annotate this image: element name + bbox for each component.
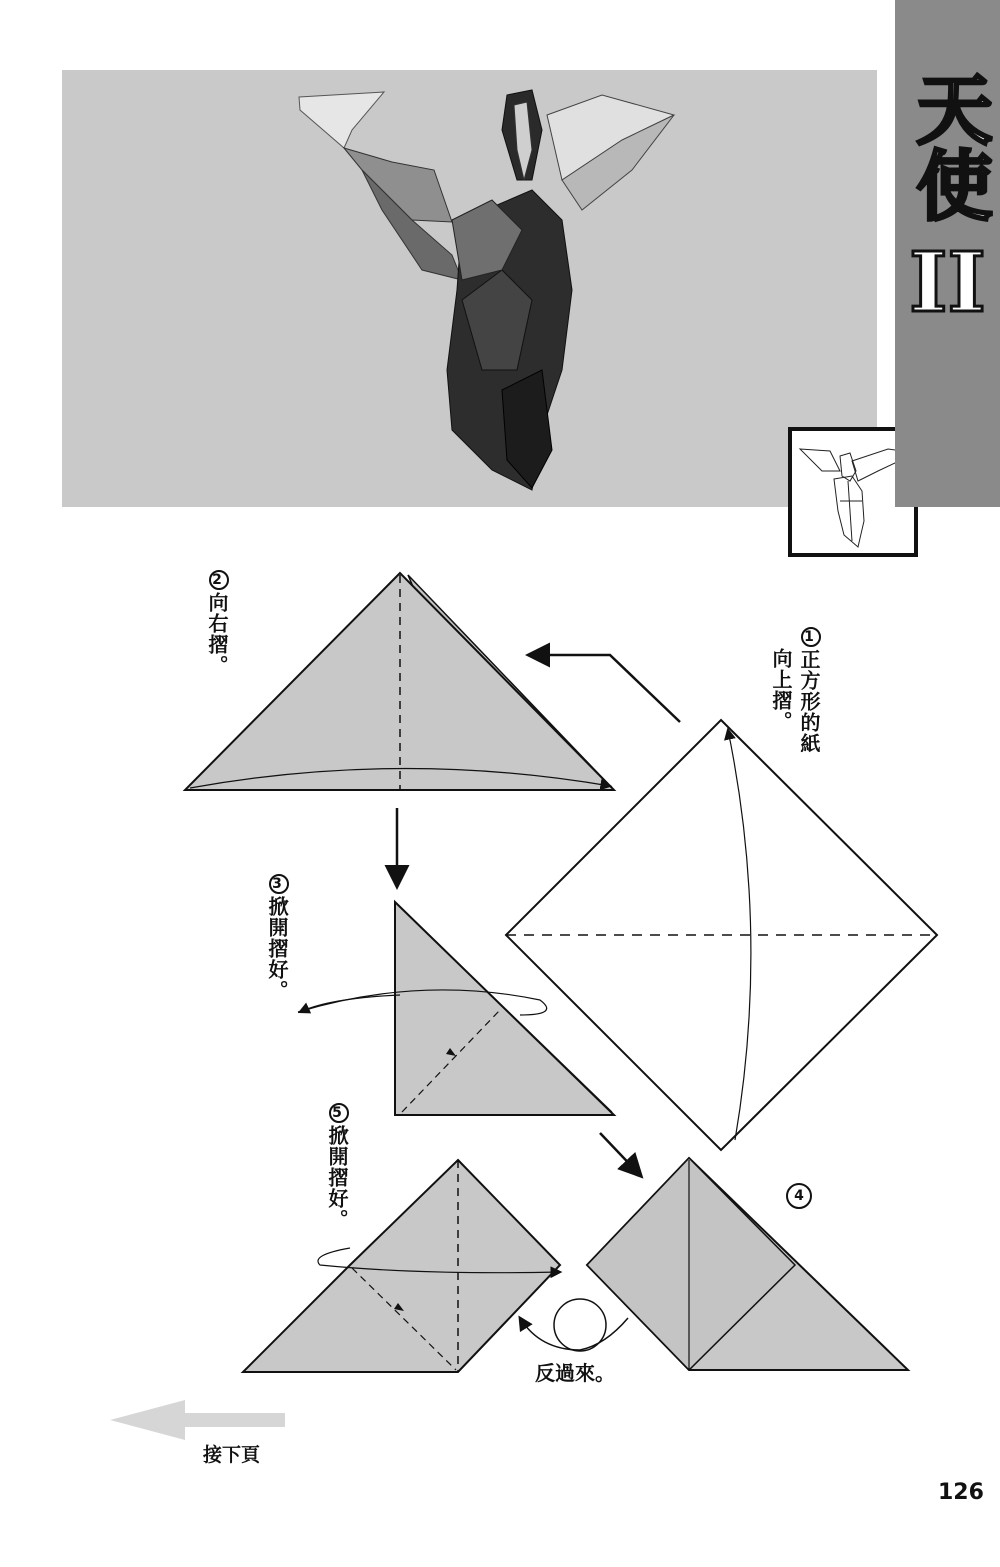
next-page-label: 接下頁 bbox=[203, 1444, 261, 1466]
step5-label: 5掀開摺好。 bbox=[325, 1105, 349, 1230]
step2-label: 2向右摺。 bbox=[205, 572, 229, 676]
flip-symbol bbox=[520, 1299, 628, 1351]
back-arrow-icon bbox=[110, 1400, 285, 1440]
page-number: 126 bbox=[938, 1480, 984, 1505]
page-title: 天使 bbox=[904, 70, 993, 222]
arrow-icon bbox=[530, 655, 680, 722]
step1-label-col1: 1正方形的紙 bbox=[797, 629, 821, 754]
step2-triangle bbox=[185, 573, 614, 790]
step4-number: 4 bbox=[786, 1183, 812, 1209]
flip-label: 反過來。 bbox=[535, 1361, 615, 1385]
step5-shape bbox=[243, 1160, 560, 1372]
step4-shape bbox=[587, 1158, 908, 1370]
step1-label-col2: 向上摺。 bbox=[769, 648, 793, 732]
title-numeral: II bbox=[909, 235, 986, 331]
step3-label: 3掀開摺好。 bbox=[265, 876, 289, 1001]
arrow-icon bbox=[600, 1133, 640, 1175]
